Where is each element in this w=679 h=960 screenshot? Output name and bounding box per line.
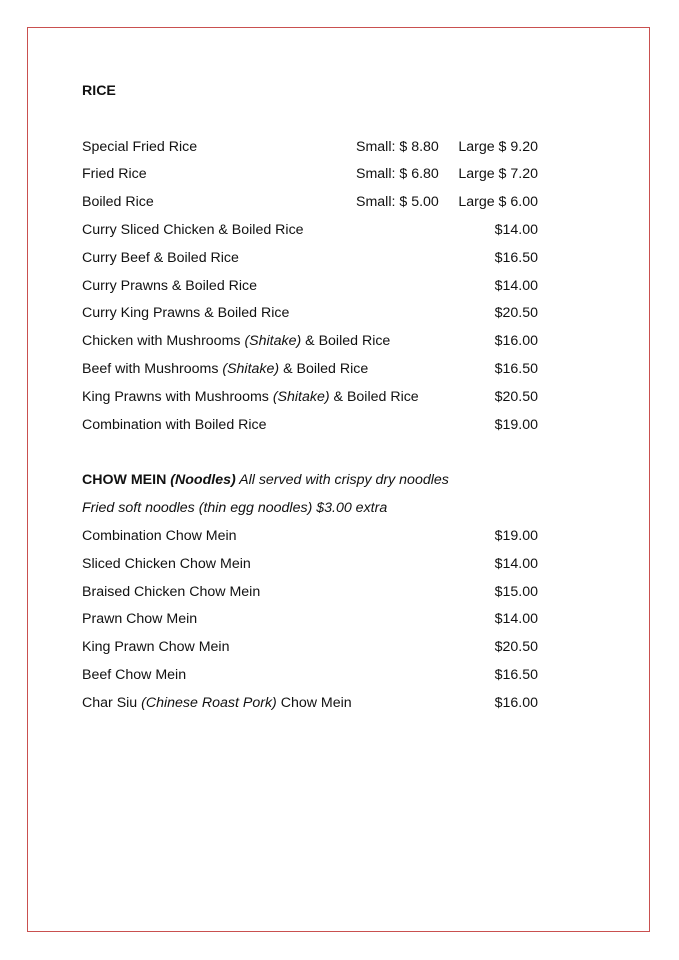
- heading-emphasis: (Noodles): [170, 472, 236, 488]
- item-price: $19.00: [494, 417, 538, 433]
- item-price: $14.00: [494, 278, 538, 294]
- menu-item: [82, 554, 538, 574]
- item-name: Curry Beef & Boiled Rice: [82, 250, 239, 266]
- item-name: Special Fried Rice: [82, 139, 198, 155]
- item-price: $16.00: [494, 695, 538, 711]
- menu-item: [82, 276, 538, 296]
- item-name: Beef Chow Mein: [82, 667, 187, 683]
- large-price: Large $ 6.00: [458, 194, 538, 210]
- menu-item: [82, 415, 538, 435]
- item-price: $14.00: [494, 222, 538, 238]
- item-name: Chicken with Mushrooms (Shitake) & Boiled Rice: [82, 333, 391, 349]
- item-name: Combination Chow Mein: [82, 528, 237, 544]
- item-price: $20.50: [494, 639, 538, 655]
- large-price: Large $ 9.20: [458, 139, 538, 155]
- rice-heading: RICE: [82, 83, 116, 99]
- menu-item-sized: [82, 137, 538, 157]
- item-name: Braised Chicken Chow Mein: [82, 584, 261, 600]
- item-name: Boiled Rice: [82, 194, 154, 210]
- item-name: Curry Prawns & Boiled Rice: [82, 278, 258, 294]
- menu-item: [82, 582, 538, 602]
- section-note: Fried soft noodles (thin egg noodles) $3.00 extra: [82, 500, 388, 516]
- item-name: King Prawn Chow Mein: [82, 639, 230, 655]
- menu-item: [82, 303, 538, 323]
- item-name: Curry King Prawns & Boiled Rice: [82, 305, 290, 321]
- item-price: $20.50: [494, 305, 538, 321]
- item-name: Fried Rice: [82, 166, 147, 182]
- item-name: Prawn Chow Mein: [82, 611, 198, 627]
- item-name: Sliced Chicken Chow Mein: [82, 556, 251, 572]
- item-name: Curry Sliced Chicken & Boiled Rice: [82, 222, 304, 238]
- menu-item: [82, 331, 538, 351]
- item-price: $19.00: [494, 528, 538, 544]
- menu-item: [82, 387, 538, 407]
- menu-item: [82, 693, 538, 713]
- item-price: $15.00: [494, 584, 538, 600]
- menu-item: [82, 665, 538, 685]
- large-price: Large $ 7.20: [458, 166, 538, 182]
- item-price: $16.50: [494, 361, 538, 377]
- item-price: $16.50: [494, 667, 538, 683]
- small-price: Small: $ 8.80: [356, 139, 439, 155]
- item-name: Char Siu (Chinese Roast Pork) Chow Mein: [82, 695, 352, 711]
- small-price: Small: $ 6.80: [356, 166, 439, 182]
- menu-item: [82, 637, 538, 657]
- small-price: Small: $ 5.00: [356, 194, 439, 210]
- menu-item: [82, 248, 538, 268]
- item-price: $16.50: [494, 250, 538, 266]
- menu-item-sized: [82, 192, 538, 212]
- item-price: $14.00: [494, 556, 538, 572]
- menu-item: [82, 359, 538, 379]
- menu-item-sized: [82, 164, 538, 184]
- item-name: Combination with Boiled Rice: [82, 417, 267, 433]
- menu-item: [82, 220, 538, 240]
- heading-note: All served with crispy dry noodles: [235, 472, 449, 488]
- item-price: $20.50: [494, 389, 538, 405]
- item-name: Beef with Mushrooms (Shitake) & Boiled Rice: [82, 361, 369, 377]
- item-price: $14.00: [494, 611, 538, 627]
- menu-item: [82, 609, 538, 629]
- menu-item: [82, 526, 538, 546]
- chow-mein-heading: CHOW MEIN (Noodles) All served with crispy dry noodles: [82, 472, 449, 488]
- item-price: $16.00: [494, 333, 538, 349]
- item-name: King Prawns with Mushrooms (Shitake) & Boiled Rice: [82, 389, 419, 405]
